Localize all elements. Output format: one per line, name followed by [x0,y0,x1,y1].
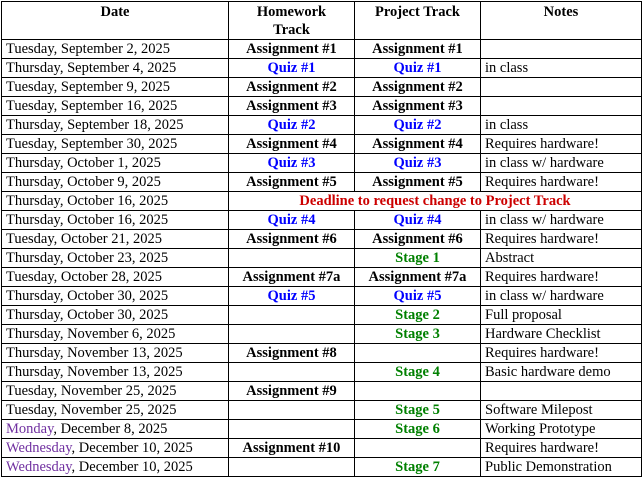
date-text: , November 6, 2025 [59,326,176,342]
date-text: , November 25, 2025 [53,383,177,399]
notes-cell [481,78,642,97]
homework-track-cell: Assignment #8 [229,344,355,363]
date-cell [2,59,229,78]
homework-track-cell: Assignment #1 [229,40,355,59]
notes-cell [481,97,642,116]
notes-cell: in class w/ hardware [481,287,642,306]
date-cell [2,249,229,268]
project-track-cell: Quiz #3 [355,154,481,173]
date-text: , October 9, 2025 [59,174,161,190]
project-track-cell: Assignment #1 [355,40,481,59]
notes-cell: Requires hardware! [481,439,642,458]
homework-track-cell: Assignment #6 [229,230,355,249]
date-text: , December 10, 2025 [71,440,193,456]
project-track-cell: Quiz #1 [355,59,481,78]
notes-cell [481,382,642,401]
date-weekday: Thursday [6,307,60,323]
date-text: , September 18, 2025 [59,117,184,133]
date-weekday: Tuesday [6,98,54,114]
date-weekday: Thursday [6,155,60,171]
header-row [2,2,642,40]
date-weekday: Thursday [6,345,60,361]
notes-cell: Full proposal [481,306,642,325]
homework-track-cell: Assignment #7a [229,268,355,287]
table-row [2,287,642,306]
table-row [2,97,642,116]
project-track-cell: Assignment #2 [355,78,481,97]
date-weekday: Thursday [6,117,60,133]
date-cell [2,439,229,458]
date-cell [2,97,229,116]
project-track-cell: Quiz #4 [355,211,481,230]
date-cell [2,211,229,230]
date-weekday: Thursday [6,60,60,76]
table-row [2,154,642,173]
header-project-track [355,2,481,40]
date-weekday: Thursday [6,250,60,266]
homework-track-cell [229,306,355,325]
table-row [2,382,642,401]
deadline-row [2,192,642,211]
date-cell [2,401,229,420]
table-row [2,40,642,59]
date-weekday: Monday [6,421,54,437]
table-row [2,268,642,287]
notes-cell: Working Prototype [481,420,642,439]
date-cell [2,268,229,287]
notes-cell: Requires hardware! [481,173,642,192]
notes-cell: Public Demonstration [481,458,642,477]
date-text: , November 13, 2025 [59,345,183,361]
date-text: , October 1, 2025 [59,155,161,171]
date-text: , November 25, 2025 [53,402,177,418]
notes-cell: in class w/ hardware [481,154,642,173]
notes-cell: Software Milepost [481,401,642,420]
date-weekday: Tuesday [6,79,54,95]
homework-track-cell: Assignment #2 [229,78,355,97]
notes-cell: Basic hardware demo [481,363,642,382]
date-text: , September 9, 2025 [53,79,171,95]
table-row [2,458,642,477]
date-cell [2,154,229,173]
date-cell [2,135,229,154]
homework-track-cell: Quiz #3 [229,154,355,173]
table-row [2,78,642,97]
date-text: , October 16, 2025 [59,193,169,209]
table-row [2,420,642,439]
date-cell [2,344,229,363]
header-date [2,2,229,40]
notes-cell: Requires hardware! [481,268,642,287]
notes-cell: Abstract [481,249,642,268]
project-track-cell: Stage 2 [355,306,481,325]
date-cell [2,116,229,135]
project-track-cell: Assignment #6 [355,230,481,249]
table-row [2,116,642,135]
date-weekday: Tuesday [6,269,54,285]
header-date-label: Date [100,4,130,20]
date-cell [2,325,229,344]
deadline-notice: Deadline to request change to Project Track [229,192,642,211]
homework-track-cell [229,363,355,382]
homework-track-cell: Assignment #9 [229,382,355,401]
homework-track-cell: Quiz #2 [229,116,355,135]
notes-cell: Requires hardware! [481,344,642,363]
date-weekday: Wednesday [6,440,72,456]
homework-track-cell: Quiz #4 [229,211,355,230]
table-row [2,173,642,192]
date-text: , November 13, 2025 [59,364,183,380]
homework-track-cell: Assignment #5 [229,173,355,192]
project-track-cell: Stage 7 [355,458,481,477]
date-text: , September 16, 2025 [53,98,178,114]
notes-cell: in class [481,59,642,78]
project-track-cell [355,439,481,458]
date-text: , October 28, 2025 [53,269,162,285]
table-row [2,306,642,325]
table-row [2,230,642,249]
project-track-cell [355,382,481,401]
date-cell [2,287,229,306]
date-cell [2,230,229,249]
header-homework-line1: Homework [256,4,327,20]
project-track-cell: Stage 6 [355,420,481,439]
homework-track-cell [229,401,355,420]
date-weekday: Tuesday [6,402,54,418]
header-project-label: Project Track [375,4,460,20]
notes-cell: Hardware Checklist [481,325,642,344]
notes-cell: Requires hardware! [481,135,642,154]
date-text: , September 30, 2025 [53,136,178,152]
table-row [2,211,642,230]
table-row [2,135,642,154]
date-cell [2,420,229,439]
date-cell [2,306,229,325]
table-row [2,439,642,458]
date-weekday: Wednesday [6,459,72,475]
project-track-cell: Stage 3 [355,325,481,344]
date-cell [2,78,229,97]
date-text: , October 30, 2025 [59,307,169,323]
date-cell [2,458,229,477]
date-cell [2,382,229,401]
notes-cell: Requires hardware! [481,230,642,249]
homework-track-cell [229,420,355,439]
homework-track-cell [229,458,355,477]
date-weekday: Tuesday [6,383,54,399]
schedule-body [2,40,642,477]
date-weekday: Tuesday [6,41,54,57]
project-track-cell: Assignment #7a [355,268,481,287]
date-text: , October 30, 2025 [59,288,169,304]
date-weekday: Thursday [6,193,60,209]
date-weekday: Thursday [6,288,60,304]
project-track-cell: Stage 4 [355,363,481,382]
date-cell [2,173,229,192]
schedule-table [1,1,642,477]
project-track-cell [355,344,481,363]
project-track-cell: Quiz #5 [355,287,481,306]
homework-track-cell [229,249,355,268]
homework-track-cell: Quiz #1 [229,59,355,78]
homework-track-cell [229,325,355,344]
homework-track-cell: Assignment #10 [229,439,355,458]
project-track-cell: Stage 1 [355,249,481,268]
table-row [2,344,642,363]
homework-track-cell: Quiz #5 [229,287,355,306]
date-cell [2,192,229,211]
header-homework-line2: Track [273,22,310,38]
table-row [2,59,642,78]
date-text: , October 21, 2025 [53,231,162,247]
project-track-cell: Stage 5 [355,401,481,420]
table-row [2,249,642,268]
date-weekday: Thursday [6,212,60,228]
table-row [2,363,642,382]
date-weekday: Tuesday [6,136,54,152]
homework-track-cell: Assignment #4 [229,135,355,154]
header-homework-track [229,2,355,40]
date-weekday: Thursday [6,174,60,190]
header-notes-label: Notes [543,4,579,20]
header-notes [481,2,642,40]
date-text: , October 23, 2025 [59,250,169,266]
notes-cell: in class [481,116,642,135]
project-track-cell: Assignment #3 [355,97,481,116]
homework-track-cell: Assignment #3 [229,97,355,116]
notes-cell [481,40,642,59]
date-weekday: Tuesday [6,231,54,247]
project-track-cell: Quiz #2 [355,116,481,135]
date-cell [2,363,229,382]
date-text: , September 2, 2025 [53,41,171,57]
table-row [2,401,642,420]
project-track-cell: Assignment #5 [355,173,481,192]
date-weekday: Thursday [6,364,60,380]
date-text: , December 8, 2025 [53,421,168,437]
date-text: , December 10, 2025 [71,459,193,475]
date-text: , September 4, 2025 [59,60,177,76]
date-cell [2,40,229,59]
date-weekday: Thursday [6,326,60,342]
table-row [2,325,642,344]
notes-cell: in class w/ hardware [481,211,642,230]
project-track-cell: Assignment #4 [355,135,481,154]
date-text: , October 16, 2025 [59,212,169,228]
